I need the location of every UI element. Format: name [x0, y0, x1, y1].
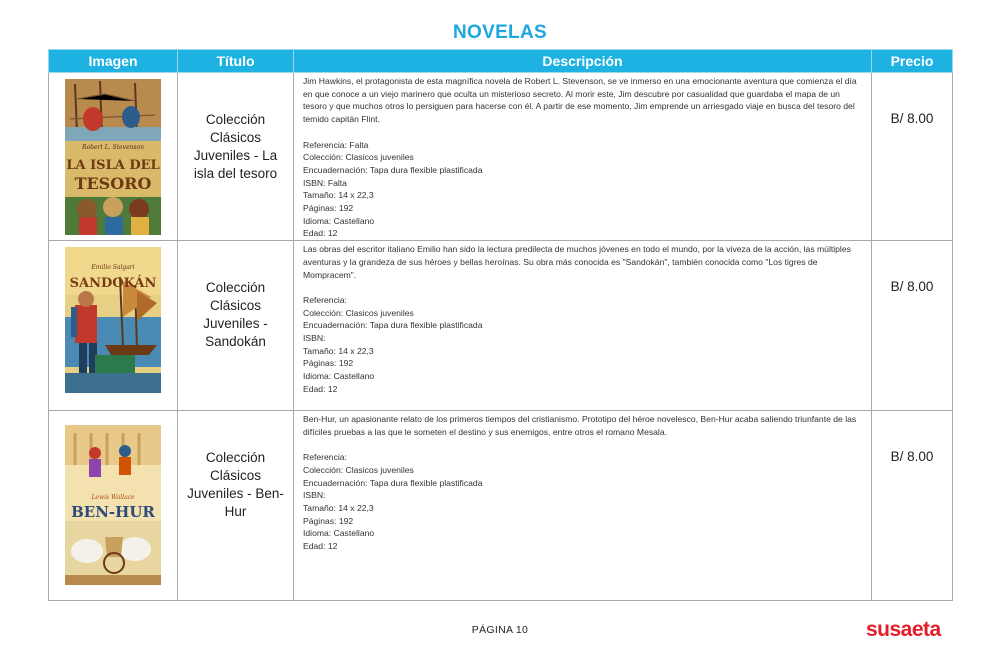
product-table: [48, 49, 953, 601]
detail-line: Encuadernación: Tapa dura flexible plastificada: [303, 477, 483, 488]
description-cell: [294, 241, 872, 411]
table-row: [49, 411, 953, 601]
detail-line: Edad: 12: [303, 541, 338, 552]
detail-line: Colección: Clasicos juveniles: [303, 307, 414, 318]
book-cover-benhur: [65, 425, 161, 585]
detail-line: Páginas: 192: [303, 515, 354, 526]
price-cell: B/ 8.00: [872, 411, 953, 601]
cover-title-line1: SANDOKÁN: [69, 276, 157, 292]
image-cell: [49, 411, 178, 601]
book-cover-isla: [65, 79, 161, 235]
detail-line: Idioma: Castellano: [303, 528, 375, 539]
brand-logo: susaeta: [866, 618, 941, 641]
description-cell: [294, 73, 872, 241]
detail-line: Referencia:: [303, 452, 347, 463]
detail-line: Idioma: Castellano: [303, 215, 375, 226]
title-cell: Colección Clásicos Juveniles - Sandokán: [178, 241, 294, 411]
table-header-row: [49, 50, 953, 73]
column-header-imagen: Imagen: [49, 50, 178, 73]
description-text: Jim Hawkins, el protagonista de esta magnífica novela de Robert L. Stevenson, se ve inmerso en una emocionante aventura que comienza el día en que conoce a un viejo marinero que oculta un misterioso secreto. Al morir este, Jim descubre por casualidad que guardaba el mapa de un tesoro y que muchos otros lo persiguen para hacerse con él. A partir de ese momento, Jim emprende un arriesgado viaje en busca del tesoro del temido capitán Flint.: [303, 76, 857, 125]
detail-line: Idioma: Castellano: [303, 371, 375, 382]
detail-line: Referencia: Falta: [303, 139, 369, 150]
price-cell: B/ 8.00: [872, 241, 953, 411]
detail-line: ISBN: Falta: [303, 177, 347, 188]
detail-line: Encuadernación: Tapa dura flexible plastificada: [303, 164, 483, 175]
description-cell: [294, 411, 872, 601]
cover-title-line1: BEN-HUR: [71, 503, 155, 522]
description-text: Ben-Hur, un apasionante relato de los primeros tiempos del cristianismo. Prototipo del héroe novelesco, Ben-Hur acaba saliendo triunfante de las difíciles pruebas a las que le someten el destino y sus enemigos, entre otros el romano Mesala.: [303, 414, 857, 437]
cover-author: Robert L. Stevenson: [82, 144, 144, 151]
image-cell: [49, 73, 178, 241]
cover-author: Emilio Salgari: [91, 264, 135, 272]
detail-line: ISBN:: [303, 490, 326, 501]
description-text: Las obras del escritor italiano Emilio han sido la lectura predilecta de muchos jóvenes en todo el mundo, por la viveza de la acción, las múltiples aventuras y la grandeza de sus héroes y bellas heroínas. Su obra más conocida es "Sandokán", también conocida como "Los tigres de Mompracem".: [303, 244, 851, 280]
detail-line: ISBN:: [303, 333, 326, 344]
cover-author: Lewis Wallace: [91, 494, 135, 502]
detail-line: Páginas: 192: [303, 203, 354, 214]
column-header-precio: Precio: [872, 50, 953, 73]
table-row: [49, 241, 953, 411]
detail-line: Tamaño: 14 x 22,3: [303, 190, 374, 201]
column-header-titulo: Título: [178, 50, 294, 73]
detail-line: Referencia:: [303, 294, 347, 305]
price-cell: B/ 8.00: [872, 73, 953, 241]
detail-line: Colección: Clasicos juveniles: [303, 464, 414, 475]
title-cell: Colección Clásicos Juveniles - Ben-Hur: [178, 411, 294, 601]
cover-title-line2: TESORO: [74, 174, 152, 193]
detail-line: Tamaño: 14 x 22,3: [303, 503, 374, 514]
detail-line: Colección: Clasicos juveniles: [303, 152, 414, 163]
book-cover-sandokan: [65, 247, 161, 393]
page-title: NOVELAS: [453, 22, 547, 43]
detail-line: Tamaño: 14 x 22,3: [303, 345, 374, 356]
page-number: PÁGINA 10: [471, 624, 529, 636]
column-header-descripcion: Descripción: [294, 50, 872, 73]
table-row: [49, 73, 953, 241]
detail-line: Edad: 12: [303, 228, 338, 239]
title-cell: Colección Clásicos Juveniles - La isla del tesoro: [178, 73, 294, 241]
detail-line: Encuadernación: Tapa dura flexible plastificada: [303, 320, 483, 331]
cover-title-line1: LA ISLA DEL: [66, 158, 160, 173]
image-cell: [49, 241, 178, 411]
detail-line: Páginas: 192: [303, 358, 354, 369]
detail-line: Edad: 12: [303, 383, 338, 394]
